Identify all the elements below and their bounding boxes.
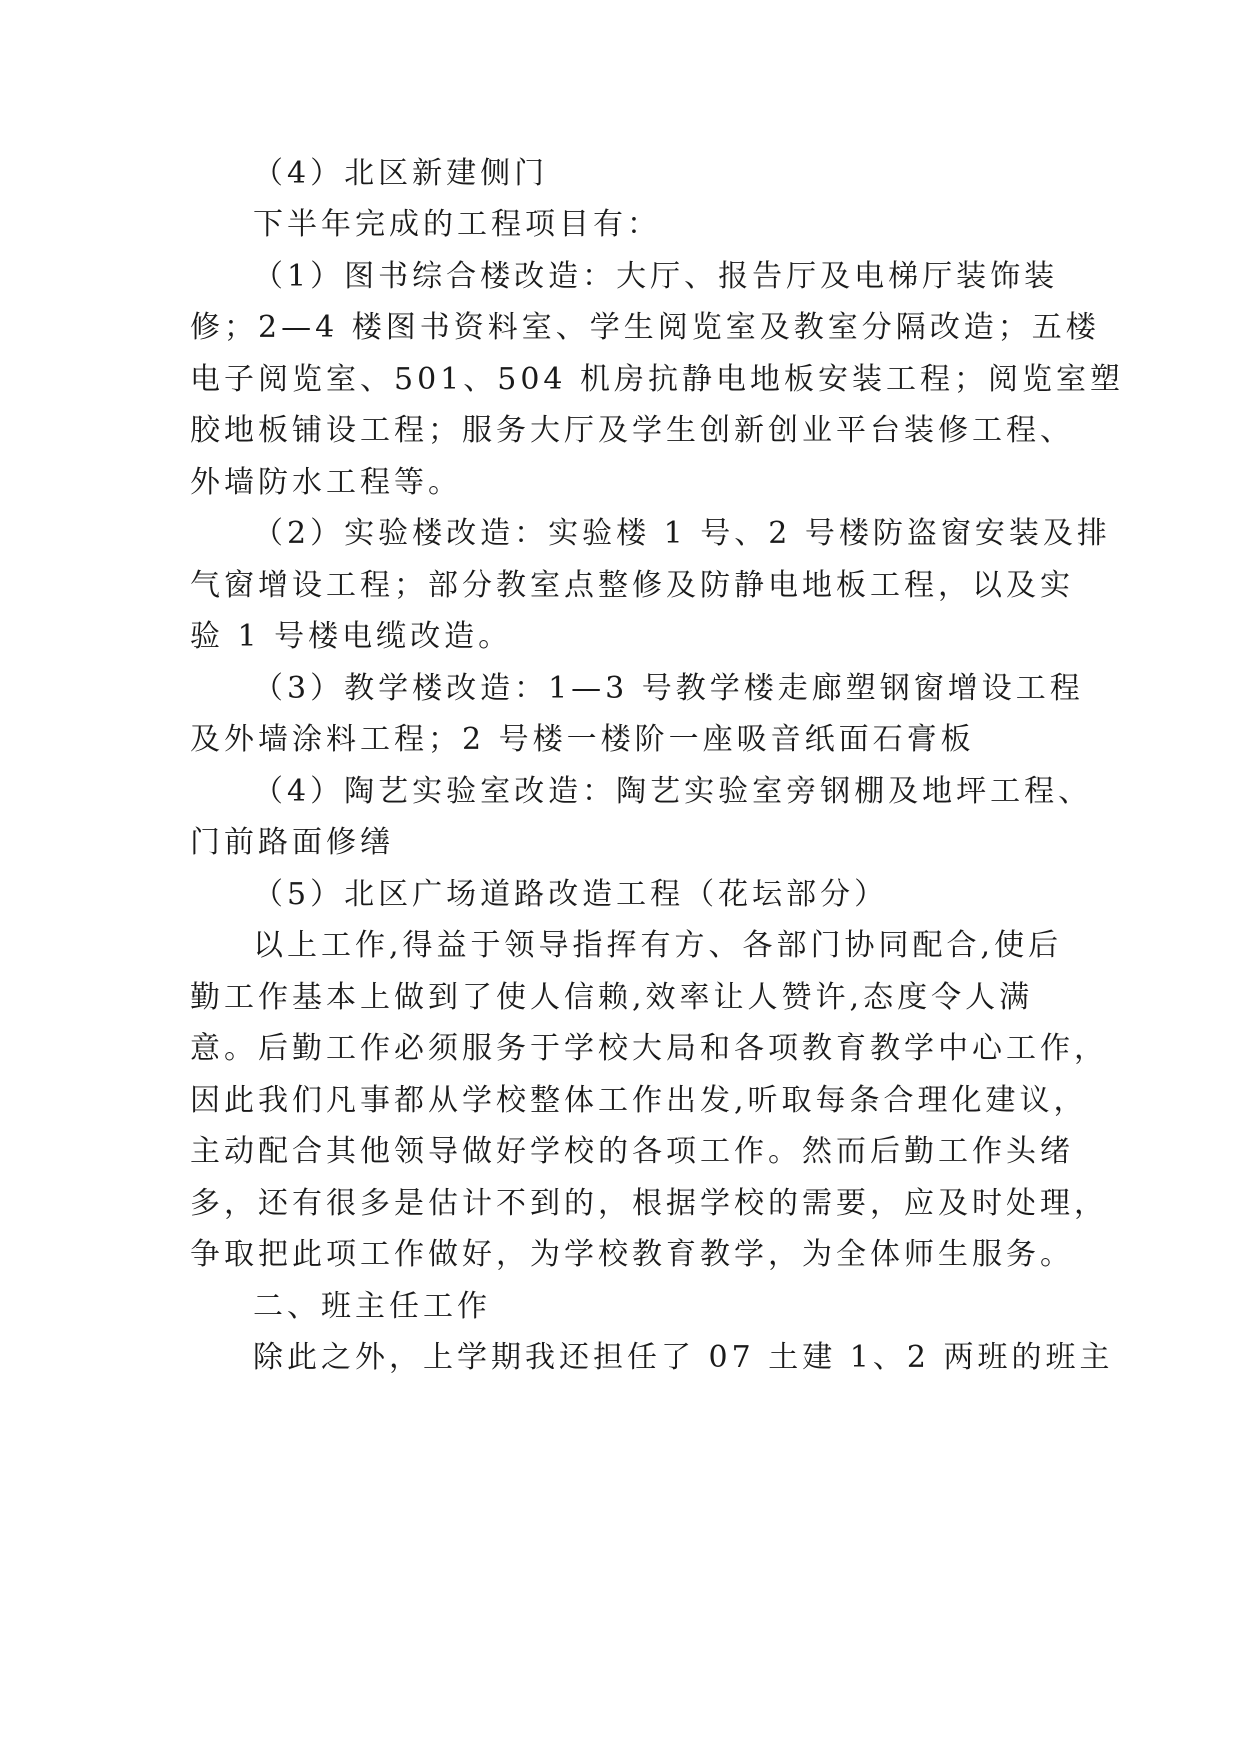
paragraph-line: 气窗增设工程；部分教室点整修及防静电地板工程，以及实	[190, 568, 1074, 603]
paragraph-line: （2）实验楼改造：实验楼 1 号、2 号楼防盗窗安装及排	[253, 516, 1111, 551]
paragraph-line: 验 1 号楼电缆改造。	[190, 619, 513, 654]
paragraph-line: 争取把此项工作做好，为学校教育教学，为全体师生服务。	[190, 1237, 1074, 1272]
paragraph-line: 下半年完成的工程项目有：	[253, 207, 661, 242]
paragraph-line: （4）陶艺实验室改造：陶艺实验室旁钢棚及地坪工程、	[253, 774, 1093, 809]
paragraph-line: 修；2—4 楼图书资料室、学生阅览室及教室分隔改造；五楼	[190, 310, 1100, 345]
paragraph-line: （1）图书综合楼改造：大厅、报告厅及电梯厅装饰装	[253, 259, 1059, 294]
paragraph-line: 以上工作,得益于领导指挥有方、各部门协同配合,使后	[253, 928, 1063, 963]
paragraph-line: 外墙防水工程等。	[190, 465, 462, 500]
paragraph-line: 胶地板铺设工程；服务大厅及学生创新创业平台装修工程、	[190, 413, 1074, 448]
section-heading: 二、班主任工作	[253, 1289, 491, 1324]
paragraph-line: 多，还有很多是估计不到的，根据学校的需要，应及时处理，	[190, 1186, 1108, 1221]
paragraph-line: 及外墙涂料工程；2 号楼一楼阶一座吸音纸面石膏板	[190, 722, 975, 757]
paragraph-line: （4）北区新建侧门	[253, 156, 549, 191]
paragraph-line: 电子阅览室、501、504 机房抗静电地板安装工程；阅览室塑	[190, 362, 1125, 397]
paragraph-line: （3）教学楼改造：1—3 号教学楼走廊塑钢窗增设工程	[253, 671, 1084, 706]
paragraph-line: 意。后勤工作必须服务于学校大局和各项教育教学中心工作，	[190, 1031, 1108, 1066]
paragraph-line: （5）北区广场道路改造工程（花坛部分）	[253, 877, 889, 912]
paragraph-line: 因此我们凡事都从学校整体工作出发,听取每条合理化建议，	[190, 1083, 1088, 1118]
paragraph-line: 门前路面修缮	[190, 825, 394, 860]
paragraph-line: 除此之外，上学期我还担任了 07 土建 1、2 两班的班主	[253, 1340, 1114, 1375]
paragraph-line: 勤工作基本上做到了使人信赖,效率让人赞许,态度令人满	[190, 980, 1034, 1015]
paragraph-line: 主动配合其他领导做好学校的各项工作。然而后勤工作头绪	[190, 1134, 1074, 1169]
